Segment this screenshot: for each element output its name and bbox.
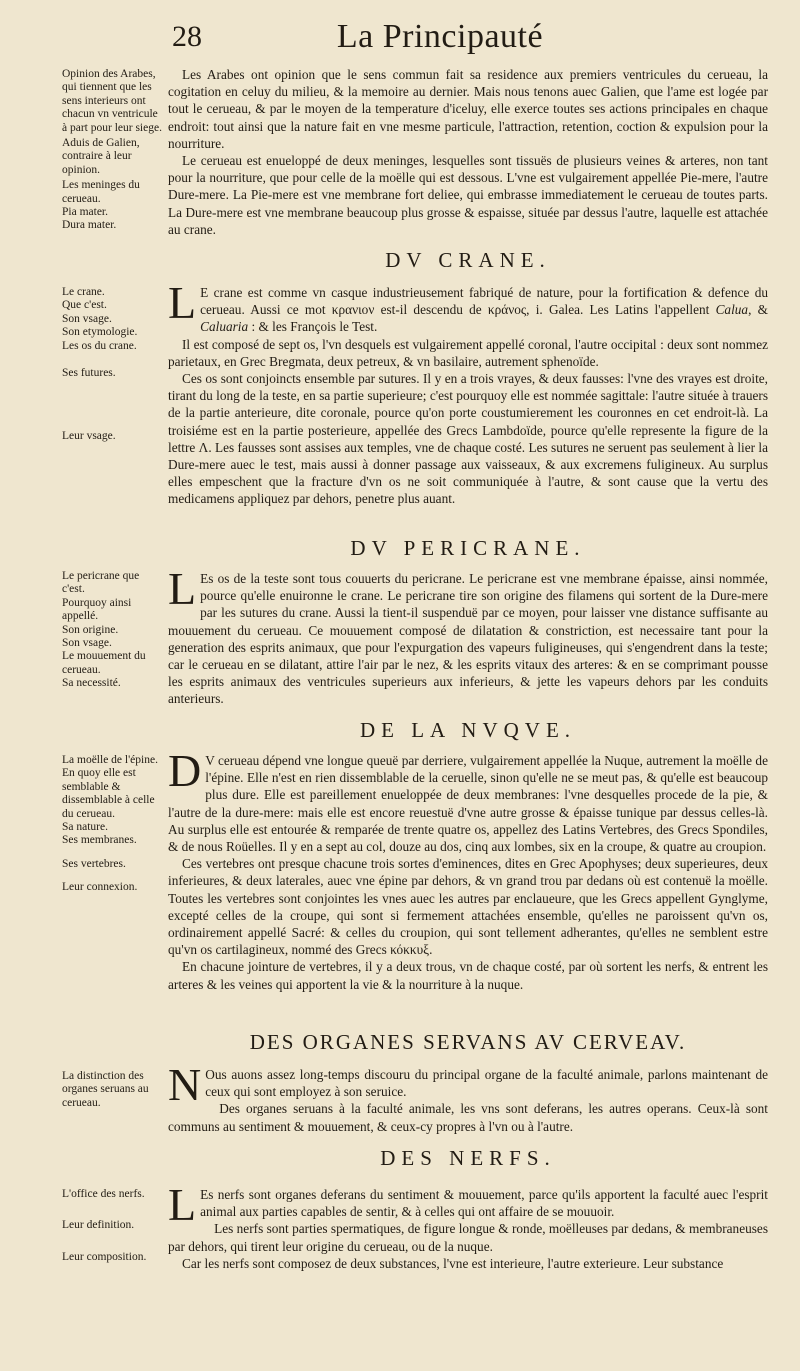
margin-note: Son vsage. — [62, 637, 112, 650]
paragraph: L E crane est comme vn casque industrieusement fabriqué de nature, pour la fortification & defence du cerueau. Aussi ce mot κρανιον est-il descendu de κράνος, i. Galea. Les Latins l'appellent Calua, & Caluaria : & les François le Test. — [168, 277, 768, 335]
margin-note: L'office des nerfs. — [62, 1188, 145, 1200]
margin-note: Ses futures. — [62, 367, 116, 380]
margin-notes-crane — [62, 286, 162, 444]
margin-note: En quoy elle est semblable & dissemblable à celle du cerueau. — [62, 767, 155, 820]
section-heading-organes: DES ORGANES SERVANS AV CERVEAV. — [249, 1030, 687, 1054]
margin-note: Les os du crane. — [62, 339, 137, 352]
paragraph: D V cerueau dépend vne longue queuë par derriere, vulgairement appellée la Nuque, autrement la moëlle de l'épine. Elle n'est en rien dissemblable de la ceruelle, sinon qu'elle ne se meut pas, & qu'elle est beaucoup plus dure. Elle est pareillement enueloppée de deux membranes: l'vne desquelles procede de la pie, & l'autre de la dure-mere: mais elle est encore reuestuë d'vne autre grosse & épaisse tunique par dessus celles-là. Au surplus elle est entourée & remparée de trente quatre os, appellez des Latins Vertebres, des Grecs Spondiles, & de nous Roüelles. Il y en a sept au col, douze au dos, cinq aux lombes, six en la croupe, & quatre au croupion. — [168, 745, 768, 855]
margin-note: Les meninges du cerueau. — [62, 179, 140, 205]
running-title: La Principauté — [336, 18, 544, 55]
drop-cap: L — [168, 1179, 197, 1230]
drop-cap: D — [168, 745, 202, 796]
nerfs-text — [168, 1179, 768, 1272]
paragraph: Car les nerfs sont composez de deux substances, l'vne est interieure, l'autre exterieure. Leur substance — [182, 1255, 724, 1271]
paragraph: Il est composé de sept os, l'vn desquels est vulgairement appellé coronal, l'autre occipital : deux sont nommez parietaux, en Grec Bregmata, deux petreux, & vn basilaire, autrement sphenoïde. — [168, 336, 768, 369]
section-heading-crane: DV CRANE. — [385, 248, 551, 272]
margin-note: Sa necessité. — [62, 677, 121, 690]
margin-notes-intro — [62, 68, 162, 233]
margin-note: Que c'est. — [62, 299, 107, 312]
paragraph: Ces vertebres ont presque chacune trois sortes d'eminences, dites en Grec Apophyses; deux superieures, deux inferieures, & deux laterales, auec vne épine par dehors, & vn grand trou par dedans où est contenuë la moëlle. Toutes les vertebres sont conjointes les vnes auec les autres par enclaueure, que les Grecs appellent Gynglyme, excepté celles de la croupe, qui sont si fermement attachées ensemble, qu'elles ne paroissent qu'vn os, ordinairement appellé Sacré: & celles du croupion, qui sont tellement adherantes, qu'elles ne semblent estre qu'vn os cartilagineux, nommé des Grecs κόκκυξ. — [168, 856, 768, 958]
margin-note: Sa nature. — [62, 821, 108, 834]
paragraph: Les nerfs sont parties spermatiques, de figure longue & ronde, moëlleuses par dedans, & membraneuses par dehors, qui tirent leur origine du cerueau, ou de la nuque. — [168, 1221, 768, 1254]
margin-note: Opinion des Arabes, qui tiennent que les sens interieurs ont chacun vn ventricule à part pour leur siege. — [62, 68, 162, 134]
crane-text — [168, 277, 768, 508]
section-heading-nerfs: DES NERFS. — [380, 1146, 556, 1170]
paragraph: L Es os de la teste sont tous couuerts du pericrane. Le pericrane est vne membrane épaisse, ainsi nommée, pource qu'elle enuironne le crane. Le pericrane tire son origine des filamens qui sortent de la Dure-mere par les sutures du crane. Aussi la tient-il suspenduë par ce moyen, pour laisser vne distance suffisante au mouuement du cerueau. Ce mouuement composé de dilatation & constriction, est necessaire tant pour la generation des esprits animaux, que pour l'expurgation des vapeurs fuligineuses, qui s'engendrent dans la teste; car le cerueau en se dilatant, attire l'air par le nez, & les esprits vitaux des arteres: & en se comprimant pousse les esprits animaux des ventricules superieurs aux inferieurs, & jette les vapeurs dehors par les conduits anterieurs. — [168, 563, 768, 707]
margin-note: Ses vertebres. — [62, 857, 126, 870]
paragraph: En chacune jointure de vertebres, il y a deux trous, vn de chaque costé, par où sortent les nerfs, & entrent les arteres & les veines qui apportent la vie & la nourriture à la nuque. — [168, 959, 768, 992]
intro-text — [168, 66, 768, 238]
margin-note: Leur definition. — [62, 1219, 135, 1232]
nuque-text — [168, 745, 768, 993]
section-heading-nuque: DE LA NVQVE. — [359, 718, 577, 742]
margin-note: La moëlle de l'épine. — [62, 754, 158, 766]
page-header — [0, 16, 800, 64]
margin-note: Leur composition. — [62, 1250, 147, 1263]
margin-note: Leur connexion. — [62, 881, 138, 894]
margin-note: Pourquoy ainsi appellé. — [62, 596, 132, 623]
organes-text — [168, 1059, 768, 1135]
margin-note: Ses membranes. — [62, 834, 137, 847]
paragraph: Ces os sont conjoincts ensemble par sutures. Il y en a trois vrayes, & deux fausses: l'vne des vrayes est droite, tirant du long de la teste, en sa partie superieure; c'est pourquoy elle est nommée sagittale: l'autre située à trauers de la partie anterieure, dite coronale, pource qu'on porte coustumierement les couronnes en cet endroit-là. La troisiéme est en la partie posterieure, appellée des Grecs Lambdoïde, pource qu'elle represente la figure de la lettre Λ. Les fausses sont assises aux temples, vne de chaque costé. Les sutures ne seruent pas seulement à lier la Dure-mere auec le test, mais aussi à donner passage aux vaisseaux, & aux excremens fuligineux. Au surplus elles empeschent que la fracture d'vn os ne soit communiquée à l'autre, & sont cause que la vertu des medicamens appliquez par dehors, penetre plus auant. — [168, 371, 768, 507]
page-number: 28 — [172, 20, 202, 53]
margin-note: Dura mater. — [62, 219, 117, 232]
margin-notes-nerfs — [62, 1188, 162, 1264]
paragraph: Les Arabes ont opinion que le sens commun fait sa residence aux premiers ventricules du cerueau, la cogitation en celuy du milieu, & la memoire au dernier. Mais nous tenons auec Galien, que l'ame est logée par tout le cerueau, & par le moyen de la temperature d'iceluy, elle exerce toutes ses actions principales en chaque endroit: tout ainsi que la nature fait en vne mesme particule, l'attraction, retention, coction & expulsion pour la nourriture. — [168, 67, 768, 151]
margin-note: Aduis de Galien, contraire à leur opinion. — [62, 137, 140, 176]
paragraph: N Ous auons assez long-temps discouru du principal organe de la faculté animale, parlons maintenant de ceux qui sont employez à son seruice. — [168, 1059, 768, 1110]
margin-notes-nuque — [62, 754, 162, 895]
margin-note: Pia mater. — [62, 206, 108, 219]
drop-cap: N — [168, 1059, 202, 1110]
margin-note: Son origine. — [62, 623, 119, 636]
paragraph: L Es nerfs sont organes deferans du sentiment & mouuement, parce qu'ils apportent la faculté auec l'esprit animal aux parties capables de sentir, & à celles qui ont affaire de se mouuoir. — [168, 1179, 768, 1230]
margin-notes-organes — [62, 1070, 162, 1110]
margin-note: Le pericrane que c'est. — [62, 570, 140, 596]
drop-cap: L — [168, 277, 197, 328]
margin-note: Le crane. — [62, 286, 105, 298]
paragraph: Des organes seruans à la faculté animale, les vns sont deferans, les autres operans. Ceux-là sont communs au sentiment & mouuement, & ceux-cy propres à l'vn ou à l'autre. — [168, 1101, 768, 1134]
section-heading-pericrane: DV PERICRANE. — [350, 536, 586, 560]
pericrane-text — [168, 563, 768, 708]
margin-note: Son etymologie. — [62, 326, 138, 339]
margin-note: Son vsage. — [62, 312, 112, 325]
margin-notes-pericrane — [62, 570, 162, 691]
paragraph: Le cerueau est enueloppé de deux meninges, lesquelles sont tissuës de plusieurs veines & arteres, non tant pour la nourriture, que pour celle de la moëlle qui est dessous. L'vne est vulgairement appellée Pie-mere, l'autre Dure-mere. La Pie-mere est vne membrane fort deliee, qui embrasse immediatement le cerueau de toutes parts. La Dure-mere est vne membrane beaucoup plus grosse & espaisse, située par dessus l'autre, laquelle est attachée au crane. — [168, 153, 768, 237]
drop-cap: L — [168, 563, 197, 614]
margin-note: La distinction des organes seruans au cerueau. — [62, 1070, 149, 1109]
margin-note: Le mouuement du cerueau. — [62, 650, 146, 676]
margin-note: Leur vsage. — [62, 430, 116, 443]
